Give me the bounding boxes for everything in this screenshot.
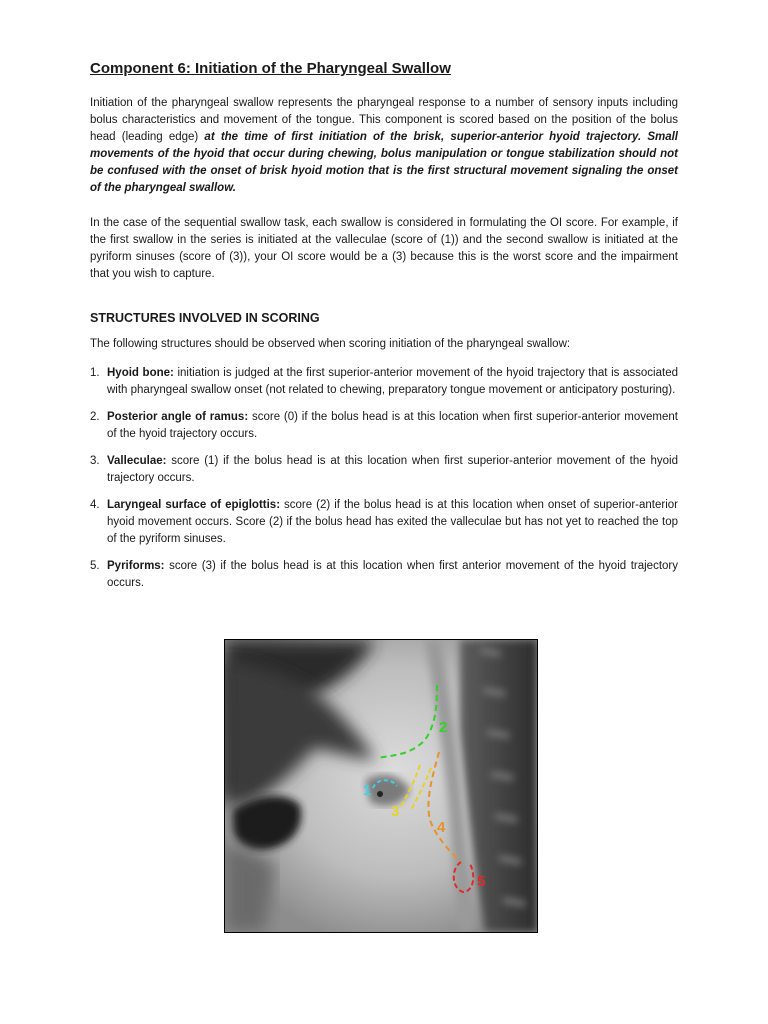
- list-item-term: Hyoid bone:: [107, 367, 174, 379]
- paragraph-sequential: In the case of the sequential swallow task, each swallow is considered in formulating the OI score. For example, if the first swallow in the series is initiated at the valleculae (score of (1)) and the second swallow is initiated at the pyriform sinuses (score of (3)), your OI score would be a (3) because this is the worst score and the impairment that you wish to capture.: [90, 217, 678, 280]
- figure-label-2: 2: [439, 719, 448, 736]
- document-page: [90, 60, 678, 602]
- list-item-term: Laryngeal surface of epiglottis:: [107, 499, 281, 511]
- figure-label-5: 5: [477, 873, 486, 890]
- figure-label-3: 3: [391, 803, 400, 820]
- list-item: [90, 558, 678, 592]
- list-item-text: initiation is judged at the first superior-anterior movement of the hyoid trajectory that is associated with pharyngeal swallow onset (not related to chewing, preparatory tongue movement or anticipatory posturing).: [107, 367, 678, 396]
- figure-label-1: 1: [363, 782, 372, 799]
- paragraph-intro-text: Initiation of the pharyngeal swallow represents the pharyngeal response to a number of sensory inputs including bolus characteristics and movement of the tongue. This component is scored based on the position of the bolus head (leading edge): [90, 97, 678, 143]
- list-item: [90, 497, 678, 548]
- list-item-term: Pyriforms:: [107, 560, 165, 572]
- list-item-number: 3.: [90, 455, 100, 467]
- structures-intro: The following structures should be observed when scoring initiation of the pharyngeal swallow:: [90, 338, 571, 350]
- list-item: [90, 453, 678, 487]
- list-item-number: 4.: [90, 499, 100, 511]
- list-item: [90, 365, 678, 399]
- list-item-number: 5.: [90, 560, 100, 572]
- list-item-term: Valleculae:: [107, 455, 167, 467]
- xray-figure: [225, 640, 537, 932]
- list-item: [90, 409, 678, 443]
- figure-label-4: 4: [437, 819, 446, 836]
- structures-list: [90, 365, 678, 592]
- list-item-text: score (1) if the bolus head is at this location when first superior-anterior movement of the hyoid trajectory occurs.: [107, 455, 678, 484]
- paragraph-intro-emphasis: at the time of first initiation of the brisk, superior-anterior hyoid trajectory. Small movements of the hyoid that occur during chewing, bolus manipulation or tongue stabilization should not be confused with the onset of brisk hyoid motion that is the first structural movement signaling the onset of the pharyngeal swallow.: [90, 131, 679, 194]
- list-item-number: 2.: [90, 411, 100, 423]
- list-item-number: 1.: [90, 367, 100, 379]
- section-heading: STRUCTURES INVOLVED IN SCORING: [90, 311, 320, 325]
- list-item-text: score (3) if the bolus head is at this location when first anterior movement of the hyoid trajectory occurs.: [107, 560, 678, 589]
- list-item-text: score (2) if the bolus head is at this location when onset of superior-anterior hyoid movement occurs. Score (2) if the bolus head has exited the valleculae but has not yet to reached the top of the pyriform sinuses.: [107, 499, 678, 545]
- xray-image: [225, 640, 537, 932]
- list-item-text: score (0) if the bolus head is at this location when first superior-anterior movement of the hyoid trajectory occurs.: [107, 411, 678, 440]
- list-item-term: Posterior angle of ramus:: [107, 411, 249, 423]
- page-title: Component 6: Initiation of the Pharyngeal Swallow: [90, 60, 451, 77]
- paragraph-intro: [90, 95, 678, 197]
